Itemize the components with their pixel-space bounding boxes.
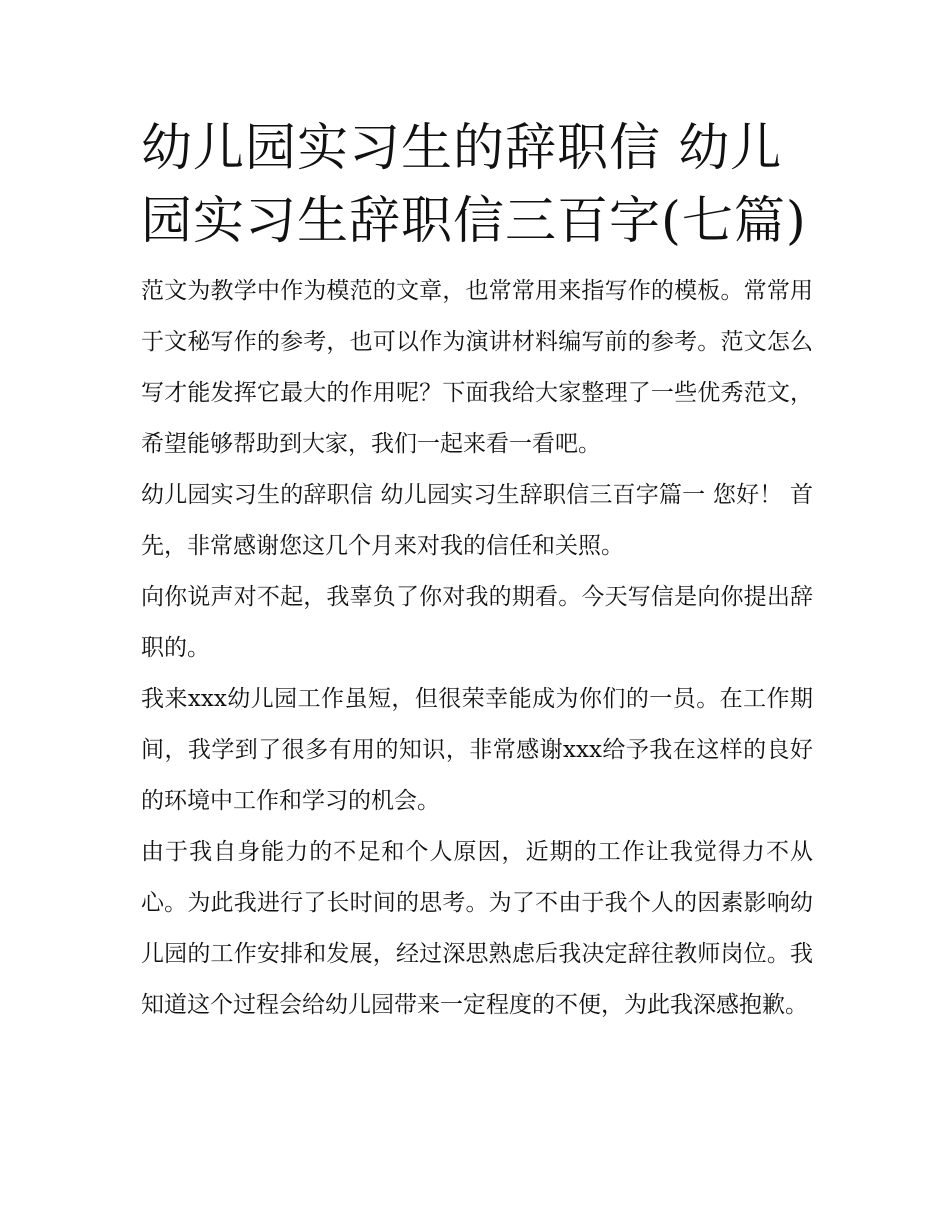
intro-paragraph: 范文为教学中作为模范的文章，也常常用来指写作的模板。常常用于文秘写作的参考，也可以作为演讲材料编写前的参考。范文怎么写才能发挥它最大的作用呢？下面我给大家整理了一些优秀范文，希望能够帮助到大家，我们一起来看一看吧。 [141, 278, 813, 457]
document-title: 幼儿园实习生的辞职信 幼儿园实习生辞职信三百字(七篇) [141, 119, 807, 251]
gratitude-paragraph: 我来xxx幼儿园工作虽短，但很荣幸能成为你们的一员。在工作期间，我学到了很多有用的知识，非常感谢xxx给予我在这样的良好的环境中工作和学习的机会。 [141, 686, 813, 814]
letter-heading-paragraph: 幼儿园实习生的辞职信 幼儿园实习生辞职信三百字篇一 您好！ 首先，非常感谢您这几个月来对我的信任和关照。 [141, 482, 813, 559]
reason-paragraph: 由于我自身能力的不足和个人原因，近期的工作让我觉得力不从心。为此我进行了长时间的思考。为了不由于我个人的因素影响幼儿园的工作安排和发展，经过深思熟虑后我决定辞往教师岗位。我知道这个过程会给幼儿园带来一定程度的不便，为此我深感抱歉。 [141, 839, 813, 1018]
apology-paragraph: 向你说声对不起，我辜负了你对我的期看。今天写信是向你提出辞职的。 [141, 584, 813, 661]
document-body [141, 112, 813, 1031]
